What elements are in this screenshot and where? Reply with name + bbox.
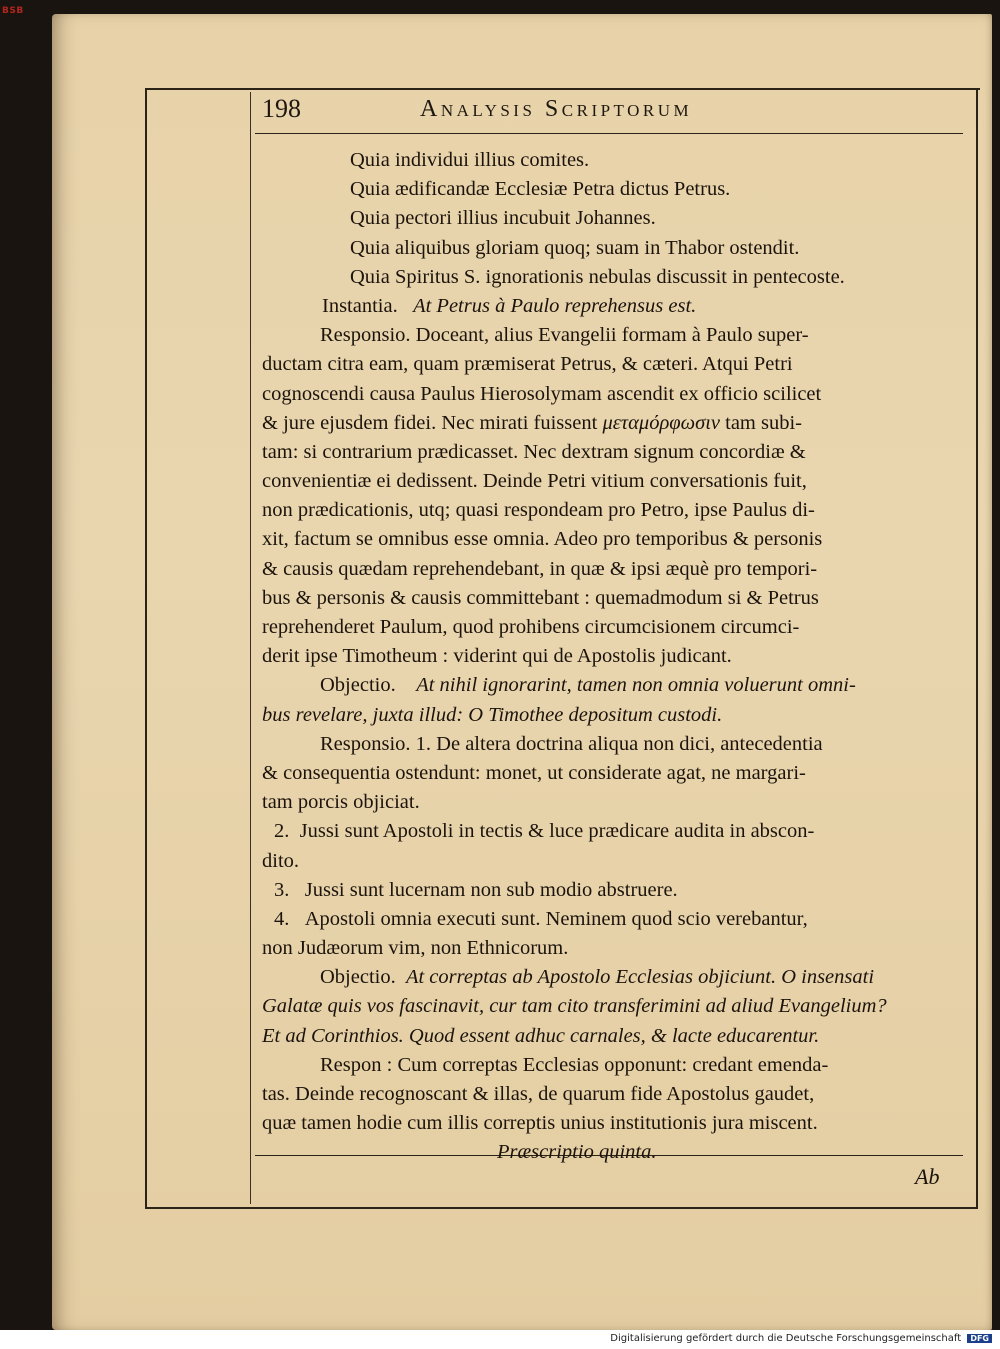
objectio-text: At nihil ignorarint, tamen non omnia voluerunt omni-	[416, 674, 856, 697]
credit-text: Digitalisierung gefördert durch die Deutsche Forschungsgemeinschaft	[610, 1333, 962, 1344]
objectio-label: Objectio.	[320, 674, 396, 697]
text-line: ductam citra eam, quam præmiserat Petrus, & cæteri. Atqui Petri	[262, 353, 793, 376]
catchword: Ab	[915, 1164, 940, 1189]
text-line: Responsio. Doceant, alius Evangelii formam à Paulo super-	[320, 324, 809, 347]
objectio-label: Objectio.	[320, 966, 396, 989]
text-line	[262, 817, 962, 846]
text-line	[262, 876, 962, 905]
item-number: 2.	[274, 820, 290, 843]
text-line: derit ipse Timotheum : viderint qui de Apostolis judicant.	[262, 645, 732, 668]
text-line	[262, 963, 962, 992]
text-line: cognoscendi causa Paulus Hierosolymam ascendit ex officio scilicet	[262, 382, 822, 405]
text-line: quæ tamen hodie cum illis correptis unius institutionis jura miscent.	[262, 1112, 818, 1135]
header-rule	[255, 133, 963, 134]
instantia-label: Instantia.	[322, 294, 398, 317]
greek-word: μεταμόρφωσιν	[602, 411, 721, 434]
text-segment: Apostoli omnia executi sunt. Neminem quod scio verebantur,	[304, 907, 808, 930]
text-segment: tam subi-	[725, 411, 803, 434]
text-line: bus revelare, juxta illud: O Timothee depositum custodi.	[262, 703, 723, 726]
text-line: non prædicationis, utq; quasi respondeam pro Petro, ipse Paulus di-	[262, 499, 815, 522]
section-heading: Præscriptio quinta.	[497, 1141, 657, 1164]
text-line: Quia pectori illius incubuit Johannes.	[350, 207, 656, 230]
running-head: Analysis Scriptorum	[420, 96, 693, 122]
text-line: Quia aliquibus gloriam quoq; suam in Thabor ostendit.	[350, 236, 800, 259]
text-line: Responsio. 1. De altera doctrina aliqua non dici, antecedentia	[320, 732, 823, 755]
frame-top-rule	[145, 88, 980, 90]
text-line: Quia Spiritus S. ignorationis nebulas discussit in pentecoste.	[350, 265, 845, 288]
frame-right-rule	[976, 88, 978, 1208]
text-line: Respon : Cum correptas Ecclesias opponunt: credant emenda-	[320, 1053, 829, 1076]
text-segment: & jure ejusdem fidei. Nec mirati fuissent	[262, 411, 598, 434]
text-line	[262, 905, 962, 934]
library-logo: BSB	[2, 6, 24, 16]
text-line: tam porcis objiciat.	[262, 791, 420, 814]
dfg-logo: DFG	[967, 1334, 992, 1343]
text-line	[262, 409, 962, 438]
text-line: Et ad Corinthios. Quod essent adhuc carnales, & lacte educarentur.	[262, 1024, 820, 1047]
text-line: Galatæ quis vos fascinavit, cur tam cito transferimini ad aliud Evangelium?	[262, 995, 887, 1018]
text-line: & causis quædam reprehendebant, in quæ & ipsi æquè pro tempori-	[262, 557, 818, 580]
digitization-credit	[610, 1333, 992, 1344]
item-number: 3.	[274, 878, 290, 901]
text-line: Quia ædificandæ Ecclesiæ Petra dictus Petrus.	[350, 178, 731, 201]
page-text	[262, 146, 962, 1168]
frame-bottom-rule	[145, 1207, 978, 1209]
text-segment: Jussi sunt Apostoli in tectis & luce prædicare audita in abscon-	[299, 820, 815, 843]
instantia-text: At Petrus à Paulo reprehensus est.	[413, 294, 697, 317]
text-line: tas. Deinde recognoscant & illas, de quarum fide Apostolus gaudet,	[262, 1083, 815, 1105]
text-line: xit, factum se omnibus esse omnia. Adeo pro temporibus & personis	[262, 528, 823, 551]
objectio-text: At correptas ab Apostolo Ecclesias objiciunt. O insensati	[405, 966, 875, 989]
text-line: tam: si contrarium prædicasset. Nec dextram signum concordiæ &	[262, 440, 806, 463]
frame-left-rule	[145, 88, 147, 1208]
item-number: 4.	[274, 907, 290, 930]
text-line	[262, 292, 962, 321]
text-line: dito.	[262, 849, 300, 872]
text-line: Quia individui illius comites.	[350, 149, 590, 171]
text-line	[262, 671, 962, 700]
margin-rule	[250, 92, 251, 1204]
text-line: reprehenderet Paulum, quod prohibens circumcisionem circumci-	[262, 616, 800, 638]
text-line: & consequentia ostendunt: monet, ut considerate agat, ne margari-	[262, 761, 806, 784]
text-line: convenientiæ ei dedissent. Deinde Petri vitium conversationis fuit,	[262, 470, 807, 493]
text-line: bus & personis & causis committebant : quemadmodum si & Petrus	[262, 586, 819, 609]
text-line: non Judæorum vim, non Ethnicorum.	[262, 937, 569, 960]
text-segment: Jussi sunt lucernam non sub modio abstruere.	[304, 878, 678, 901]
page-number: 198	[262, 94, 301, 123]
